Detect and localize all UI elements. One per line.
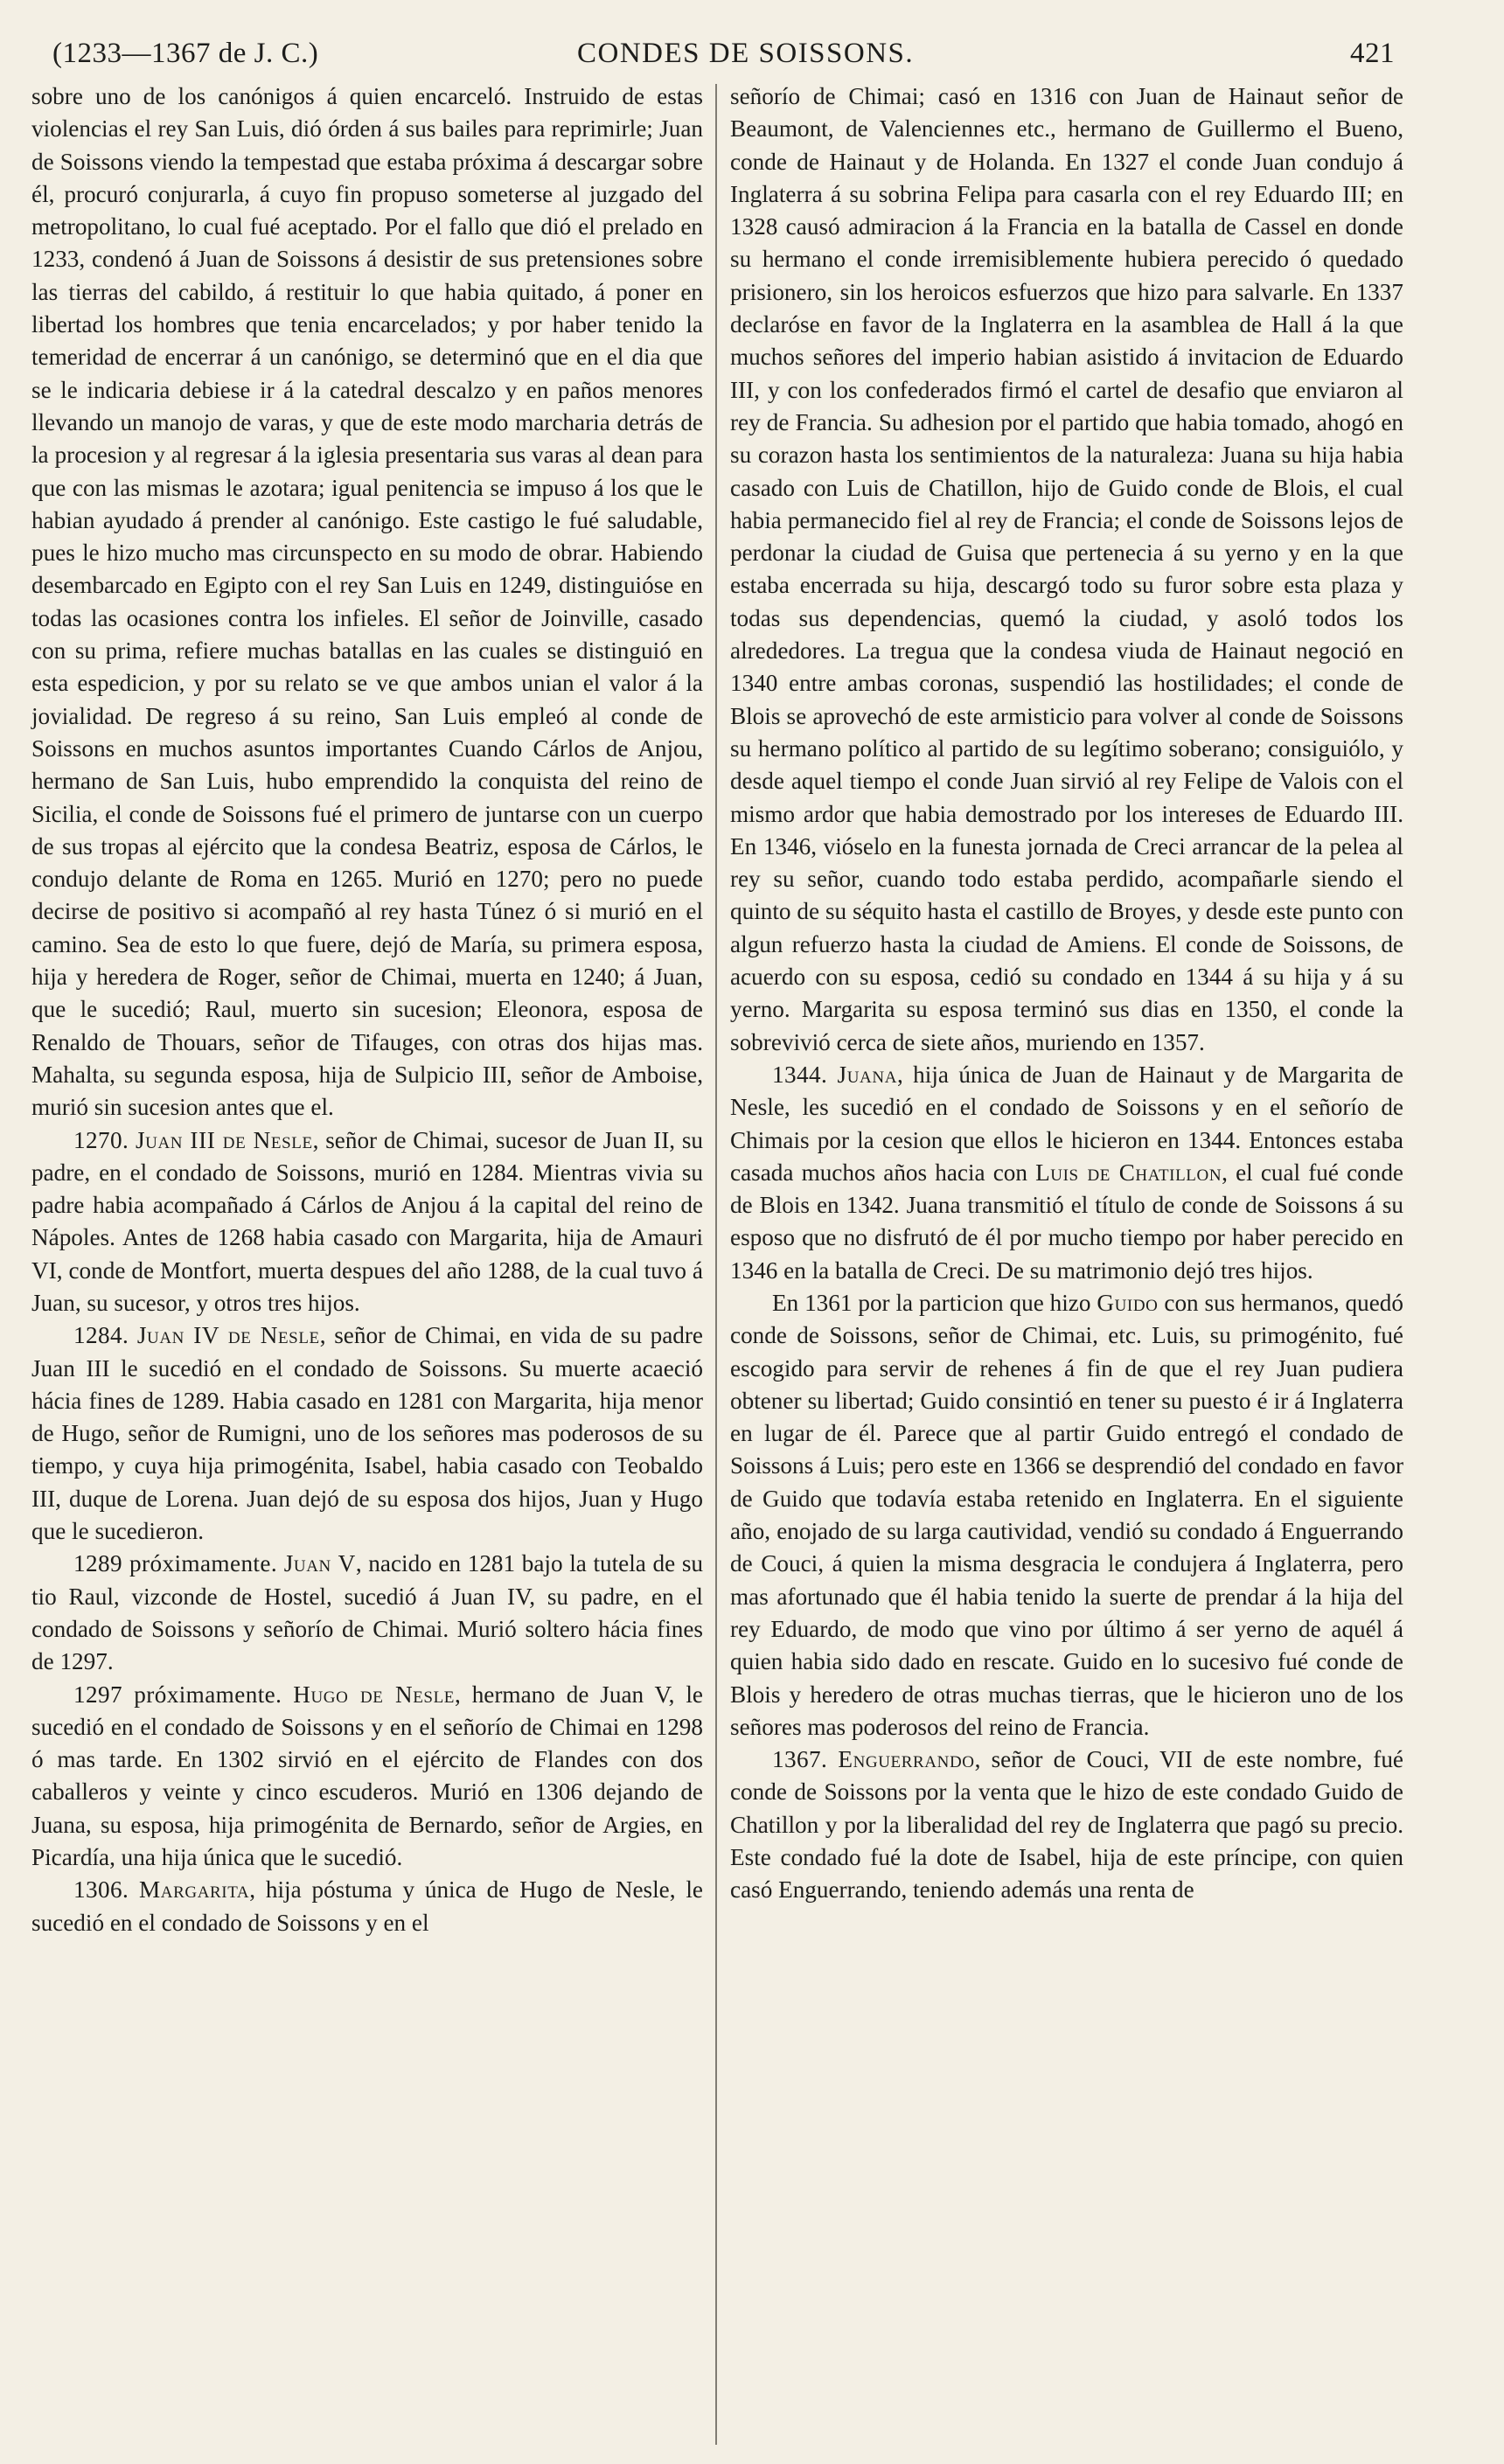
entry-name: Margarita <box>139 1876 250 1904</box>
entry-text: , nacido en 1281 bajo la tutela de su tio Raul, vizconde de Hostel, sucedió á Juan IV, su padre, en el condado de Soissons y señorío de Chimai. Murió soltero hácia fines de 1297. <box>31 1550 703 1675</box>
paragraph-margarita-continued <box>730 80 1403 1059</box>
entry-name-secondary: Luis de Chatillon <box>1035 1159 1222 1186</box>
entry-text: , hija única de Juan de Hainaut y de Margarita de Nesle, les sucedió en el condado de Soissons y en el señorío de Chimais por la cesion que ellos le hicieron en 1344. Entonces estaba casada muchos años hacia con <box>730 1061 1403 1186</box>
left-column <box>31 80 703 1939</box>
entry-year: 1289 próximamente. <box>73 1550 278 1577</box>
entry-text: , el cual fué conde de Blois en 1342. Juana transmitió el título de conde de Soissons á su esposo que no disfrutó de él por mucho tiempo por haber perecido en 1346 en la batalla de Creci. De su matrimonio dejó tres hijos. <box>730 1159 1403 1284</box>
entry-text: , señor de Couci, VII de este nombre, fué conde de Soissons por la venta que le hizo de este condado Guido de Chatillon y por la liberalidad del rey de Inglaterra que pagó su precio. Este condado fué la dote de Isabel, hija de este príncipe, con quien casó Enguerrando, teniendo además una renta de <box>730 1746 1404 1904</box>
entry-text: , hermano de Juan V, le sucedió en el condado de Soissons y en el señorío de Chimai en 1298 ó mas tarde. En 1302 sirvió en el ejército de Flandes con dos caballeros y veinte y cinco escuderos. Murió en 1306 dejando de Juana, su esposa, hija primogénita de Bernardo, señor de Argies, en Picardía, una hija única que le sucedió. <box>31 1681 704 1871</box>
entry-text: En 1361 por la particion que hizo <box>772 1289 1097 1316</box>
entry-name: Juan IV de Nesle <box>136 1322 320 1349</box>
entry-name: Enguerrando <box>838 1746 975 1773</box>
header-date-range: (1233—1367 de J. C.) <box>52 38 319 69</box>
paragraph-juan-ii-continued <box>31 80 703 1124</box>
entry-1367 <box>730 1744 1403 1906</box>
entry-text: , señor de Chimai, en vida de su padre Juan III le sucedió en el condado de Soissons. Su muerte acaeció hácia fines de 1289. Habia casado en 1281 con Margarita, hija menor de Hugo, señor de Rumigni, uno de los señores mas poderosos de su tiempo, y cuya hija primogénita, Isabel, habia casado con Teobaldo III, duque de Lorena. Juan dejó de su esposa dos hijos, Juan y Hugo que le sucedieron. <box>31 1322 703 1545</box>
running-head <box>52 33 1395 73</box>
entry-name: Juan V <box>283 1550 356 1577</box>
entry-1297 <box>31 1679 703 1875</box>
paragraph-text: sobre uno de los canónigos á quien encarceló. Instruido de estas violencias el rey San Luis, dió órden á sus bailes para reprimirle; Juan de Soissons viendo la tempestad que estaba próxima á descargar sobre él, procuró conjurarla, á cuyo fin propuso someterse al juzgado del metropolitano, lo cual fué aceptado. Por el fallo que dió el prelado en 1233, condenó á Juan de Soissons á desistir de sus pretensiones sobre las tierras del cabildo, á restituir lo que habia quitado, á poner en libertad los hombres que tenia encarcelados; y por haber tenido la temeridad de encerrar á un canónigo, se determinó que en el dia que se le indicaria debiese ir á la catedral descalzo y en paños menores llevando un manojo de varas, y que de este modo marcharia detrás de la procesion y al regresar á la iglesia presentaria sus varas al dean para que con las mismas le azotara; igual penitencia se impuso á los que le habian ayudado á prender al canónigo. Este castigo le fué saludable, pues le hizo mucho mas circunspecto en su modo de obrar. Habiendo desembarcado en Egipto con el rey San Luis en 1249, distinguióse en todas las ocasiones contra los infieles. El señor de Joinville, casado con su prima, refiere muchas batallas en las cuales se distinguió en esta espedicion, y por su relato se ve que ambos unian el valor á la jovialidad. De regreso á su reino, San Luis empleó al conde de Soissons en muchos asuntos importantes Cuando Cárlos de Anjou, hermano de San Luis, hubo emprendido la conquista del reino de Sicilia, el conde de Soissons fué el primero de juntarse con un cuerpo de sus tropas al ejército que la condesa Beatriz, esposa de Cárlos, le condujo delante de Roma en 1265. Murió en 1270; pero no puede decirse de positivo si acompañó al rey hasta Túnez ó si murió en el camino. Sea de esto lo que fuere, dejó de María, su primera esposa, hija y heredera de Roger, señor de Chimai, muerta en 1240; á Juan, que le sucedió; Raul, muerto sin sucesion; Eleonora, esposa de Renaldo de Thouars, señor de Tifauges, con otras dos hijas mas. Mahalta, su segunda esposa, hija de Sulpicio III, señor de Amboise, murió sin sucesion antes que el. <box>31 83 703 1121</box>
entry-year: 1270. <box>73 1126 129 1153</box>
entry-name: Hugo de Nesle <box>293 1681 455 1708</box>
entry-1270 <box>31 1124 703 1320</box>
entry-1284 <box>31 1319 703 1548</box>
entry-text: , hija póstuma y única de Hugo de Nesle, le sucedió en el condado de Soissons y en el <box>31 1876 703 1936</box>
entry-1306 <box>31 1874 703 1939</box>
entry-name: Guido <box>1097 1289 1159 1316</box>
right-column <box>730 80 1403 1907</box>
column-divider <box>715 84 717 2445</box>
entry-year: 1284. <box>73 1322 129 1349</box>
page-number: 421 <box>1350 38 1395 69</box>
entry-1344 <box>730 1059 1403 1287</box>
entry-1361 <box>730 1287 1403 1744</box>
entry-year: 1306. <box>73 1876 129 1904</box>
entry-1289 <box>31 1548 703 1678</box>
entry-name: Juan III de Nesle <box>135 1126 313 1153</box>
entry-year: 1367. <box>772 1746 828 1773</box>
entry-year: 1297 próximamente. <box>73 1681 282 1708</box>
entry-year: 1344. <box>772 1061 828 1088</box>
entry-text: , señor de Chimai, sucesor de Juan II, su padre, en el condado de Soissons, murió en 1284. Mientras vivia su padre habia acompañado á Cárlos de Anjou á la capital del reino de Nápoles. Antes de 1268 habia casado con Margarita, hija de Amauri VI, conde de Montfort, muerta despues del año 1288, de la cual tuvo á Juan, su sucesor, y otros tres hijos. <box>31 1126 704 1316</box>
header-title: CONDES DE SOISSONS. <box>577 38 915 69</box>
entry-name: Juana <box>837 1061 898 1088</box>
entry-text: con sus hermanos, quedó conde de Soissons, señor de Chimai, etc. Luis, su primogénito, fué escogido para servir de rehenes á fin de que el rey Juan pudiera obtener su libertad; Guido consintió en tener su puesto é ir á Inglaterra en lugar de él. Parece que al partir Guido entregó el condado de Soissons á Luis; pero este en 1366 se desprendió del condado en favor de Guido que todavía estaba retenido en Inglaterra. En el siguiente año, enojado de su larga cautividad, vendió su condado á Enguerrando de Couci, á quien la misma desgracia le condujera á Inglaterra, pero mas afortunado que él habia tenido la suerte de prendar á la hija del rey Eduardo, de modo que vino por último á ser yerno de aquél á quien habia sido dado en rescate. Guido en lo sucesivo fué conde de Blois y heredero de otras muchas tierras, que le hicieron uno de los señores mas poderosos del reino de Francia. <box>730 1289 1403 1740</box>
paragraph-text: señorío de Chimai; casó en 1316 con Juan de Hainaut señor de Beaumont, de Valenciennes etc., hermano de Guillermo el Bueno, conde de Hainaut y de Holanda. En 1327 el conde Juan condujo á Inglaterra á su sobrina Felipa para casarla con el rey Eduardo III; en 1328 causó admiracion á la Francia en la batalla de Cassel en donde su hermano el conde irremisiblemente hubiera perecido ó quedado prisionero, sin los heroicos esfuerzos que hizo para salvarle. En 1337 declaróse en favor de la Inglaterra en la asamblea de Hall á la que muchos señores del imperio habian asistido á invitacion de Eduardo III, y con los confederados firmó el cartel de desafio que enviaron al rey de Francia. Su adhesion por el partido que habia tomado, ahogó en su corazon hasta los sentimientos de la naturaleza: Juana su hija habia casado con Luis de Chatillon, hijo de Guido conde de Blois, el cual habia permanecido fiel al rey de Francia; el conde de Soissons lejos de perdonar la ciudad de Guisa que pertenecia á su yerno y en la que estaba encerrada su hija, descargó todo su furor sobre esta plaza y todas sus dependencias, quemó la ciudad, y asoló todos los alrededores. La tregua que la condesa viuda de Hainaut negoció en 1340 entre ambas coronas, suspendió las hostilidades; el conde de Blois se aprovechó de este armisticio para volver al conde de Soissons su hermano político al partido de su legítimo soberano; consiguiólo, y desde aquel tiempo el conde Juan sirvió al rey Felipe de Valois con el mismo ardor que habia demostrado por los intereses de Eduardo III. En 1346, vióselo en la funesta jornada de Creci arrancar de la pelea al rey su señor, cuando todo estaba perdido, acompañarle siendo el quinto de su séquito hasta el castillo de Broyes, y desde este punto con algun refuerzo hasta la ciudad de Amiens. El conde de Soissons, de acuerdo con su esposa, cedió su condado en 1344 á su hija y á su yerno. Margarita su esposa terminó sus dias en 1350, el conde la sobrevivió cerca de siete años, muriendo en 1357. <box>730 83 1403 1055</box>
